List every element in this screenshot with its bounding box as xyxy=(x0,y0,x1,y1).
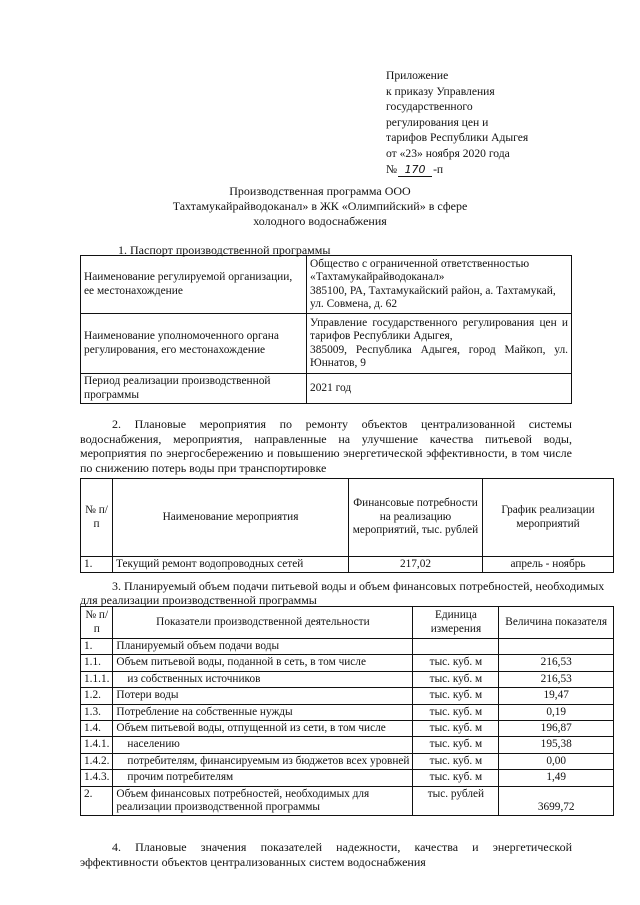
cell-num: 1. xyxy=(81,557,113,573)
passport-label: Наименование уполномоченного органа регулирования, его местонахождение xyxy=(81,314,307,374)
appendix-line: от «23» ноября 2020 года xyxy=(386,146,510,160)
appendix-block xyxy=(386,68,528,177)
table-row: 1. Планируемый объем подачи воды xyxy=(81,639,614,655)
table-row: 1.1.1. из собственных источников тыс. куб. м 216,53 xyxy=(81,671,614,687)
table-row: 1.4.3. прочим потребителям тыс. куб. м 1,49 xyxy=(81,770,614,786)
table-header-row xyxy=(81,607,614,639)
col-header-name: Наименование мероприятия xyxy=(113,479,349,557)
col-header-indicator: Показатели производственной деятельности xyxy=(113,607,413,639)
passport-label: Период реализации производственной программы xyxy=(81,374,307,404)
number-suffix: -п xyxy=(433,162,444,176)
section-3-text: 3. Планируемый объем подачи питьевой воды и объем финансовых потребностей, необходимых для реализации производственной программы xyxy=(80,579,605,607)
table-row: 1.1. Объем питьевой воды, поданной в сеть, в том числе тыс. куб. м 216,53 xyxy=(81,655,614,671)
appendix-line: тарифов Республики Адыгея xyxy=(386,131,529,145)
table-row: 1.2. Потери воды тыс. куб. м 19,47 xyxy=(81,688,614,704)
table-header-row xyxy=(81,479,614,557)
order-number xyxy=(386,162,528,178)
section-1-heading: 1. Паспорт производственной программы xyxy=(118,243,331,257)
col-header-unit: Единица измерения xyxy=(413,607,499,639)
section-4-text: 4. Плановые значения показателей надежности, качества и энергетической эффективности объектов централизованных систем водоснабжения xyxy=(80,840,572,869)
appendix-line: регулирования цен и xyxy=(386,115,489,129)
passport-table xyxy=(80,255,572,404)
table-row: 2. Объем финансовых потребностей, необходимых для реализации производственной программы тыс. рублей 3699,72 xyxy=(81,786,614,816)
volume-table xyxy=(80,606,614,816)
number-sign: № xyxy=(386,162,398,176)
cell-finance: 217,02 xyxy=(349,557,483,573)
handwritten-number: 170 xyxy=(398,164,432,177)
appendix-line: государственного xyxy=(386,100,473,114)
table-row xyxy=(81,374,572,404)
title-line-2: Тахтамукайрайводоканал» в ЖК «Олимпийский» в сфере xyxy=(172,198,468,213)
col-header-finance: Финансовые потребности на реализацию мероприятий, тыс. рублей xyxy=(349,479,483,557)
appendix-line: к приказу Управления xyxy=(386,84,495,98)
table-row: 1.4.1. населению тыс. куб. м 195,38 xyxy=(81,737,614,753)
col-header-schedule: График реализации мероприятий xyxy=(483,479,614,557)
passport-value: Общество с ограниченной ответственностью «Тахтамукайрайводоканал» 385100, РА, Тахтамукайский район, а. Тахтамукай, ул. Совмена, д. 62 xyxy=(307,256,572,314)
passport-label: Наименование регулируемой организации, ее местонахождение xyxy=(81,256,307,314)
table-row: 1.4. Объем питьевой воды, отпущенной из сети, в том числе тыс. куб. м 196,87 xyxy=(81,721,614,737)
table-row xyxy=(81,314,572,374)
table-row: 1.3. Потребление на собственные нужды тыс. куб. м 0,19 xyxy=(81,704,614,720)
table-row xyxy=(81,557,614,573)
cell-schedule: апрель - ноябрь xyxy=(483,557,614,573)
col-header-value: Величина показателя xyxy=(499,607,614,639)
appendix-line: Приложение xyxy=(386,69,449,82)
col-header-num: № п/п xyxy=(81,479,113,557)
section-2-text: 2. Плановые мероприятия по ремонту объектов централизованной системы водоснабжения, мероприятия, направленные на улучшение качества питьевой воды, мероприятия по энергосбережению и повышению энергетической эффективности, в том числе по снижению потерь воды при транспортировке xyxy=(80,417,572,476)
title-line-1: Производственная программа ООО xyxy=(229,184,411,198)
passport-value: Управление государственного регулирования цен и тарифов Республики Адыгея, 385009, Республика Адыгея, город Майкоп, ул. Юннатов, 9 xyxy=(307,314,572,374)
table-row xyxy=(81,256,572,314)
cell-name: Текущий ремонт водопроводных сетей xyxy=(113,557,349,573)
document-title xyxy=(0,184,640,228)
col-header-num: № п/п xyxy=(81,607,113,639)
title-line-3: холодного водоснабжения xyxy=(253,213,387,228)
measures-table xyxy=(80,478,614,573)
table-row: 1.4.2. потребителям, финансируемым из бюджетов всех уровней тыс. куб. м 0,00 xyxy=(81,753,614,769)
passport-value: 2021 год xyxy=(307,374,572,404)
